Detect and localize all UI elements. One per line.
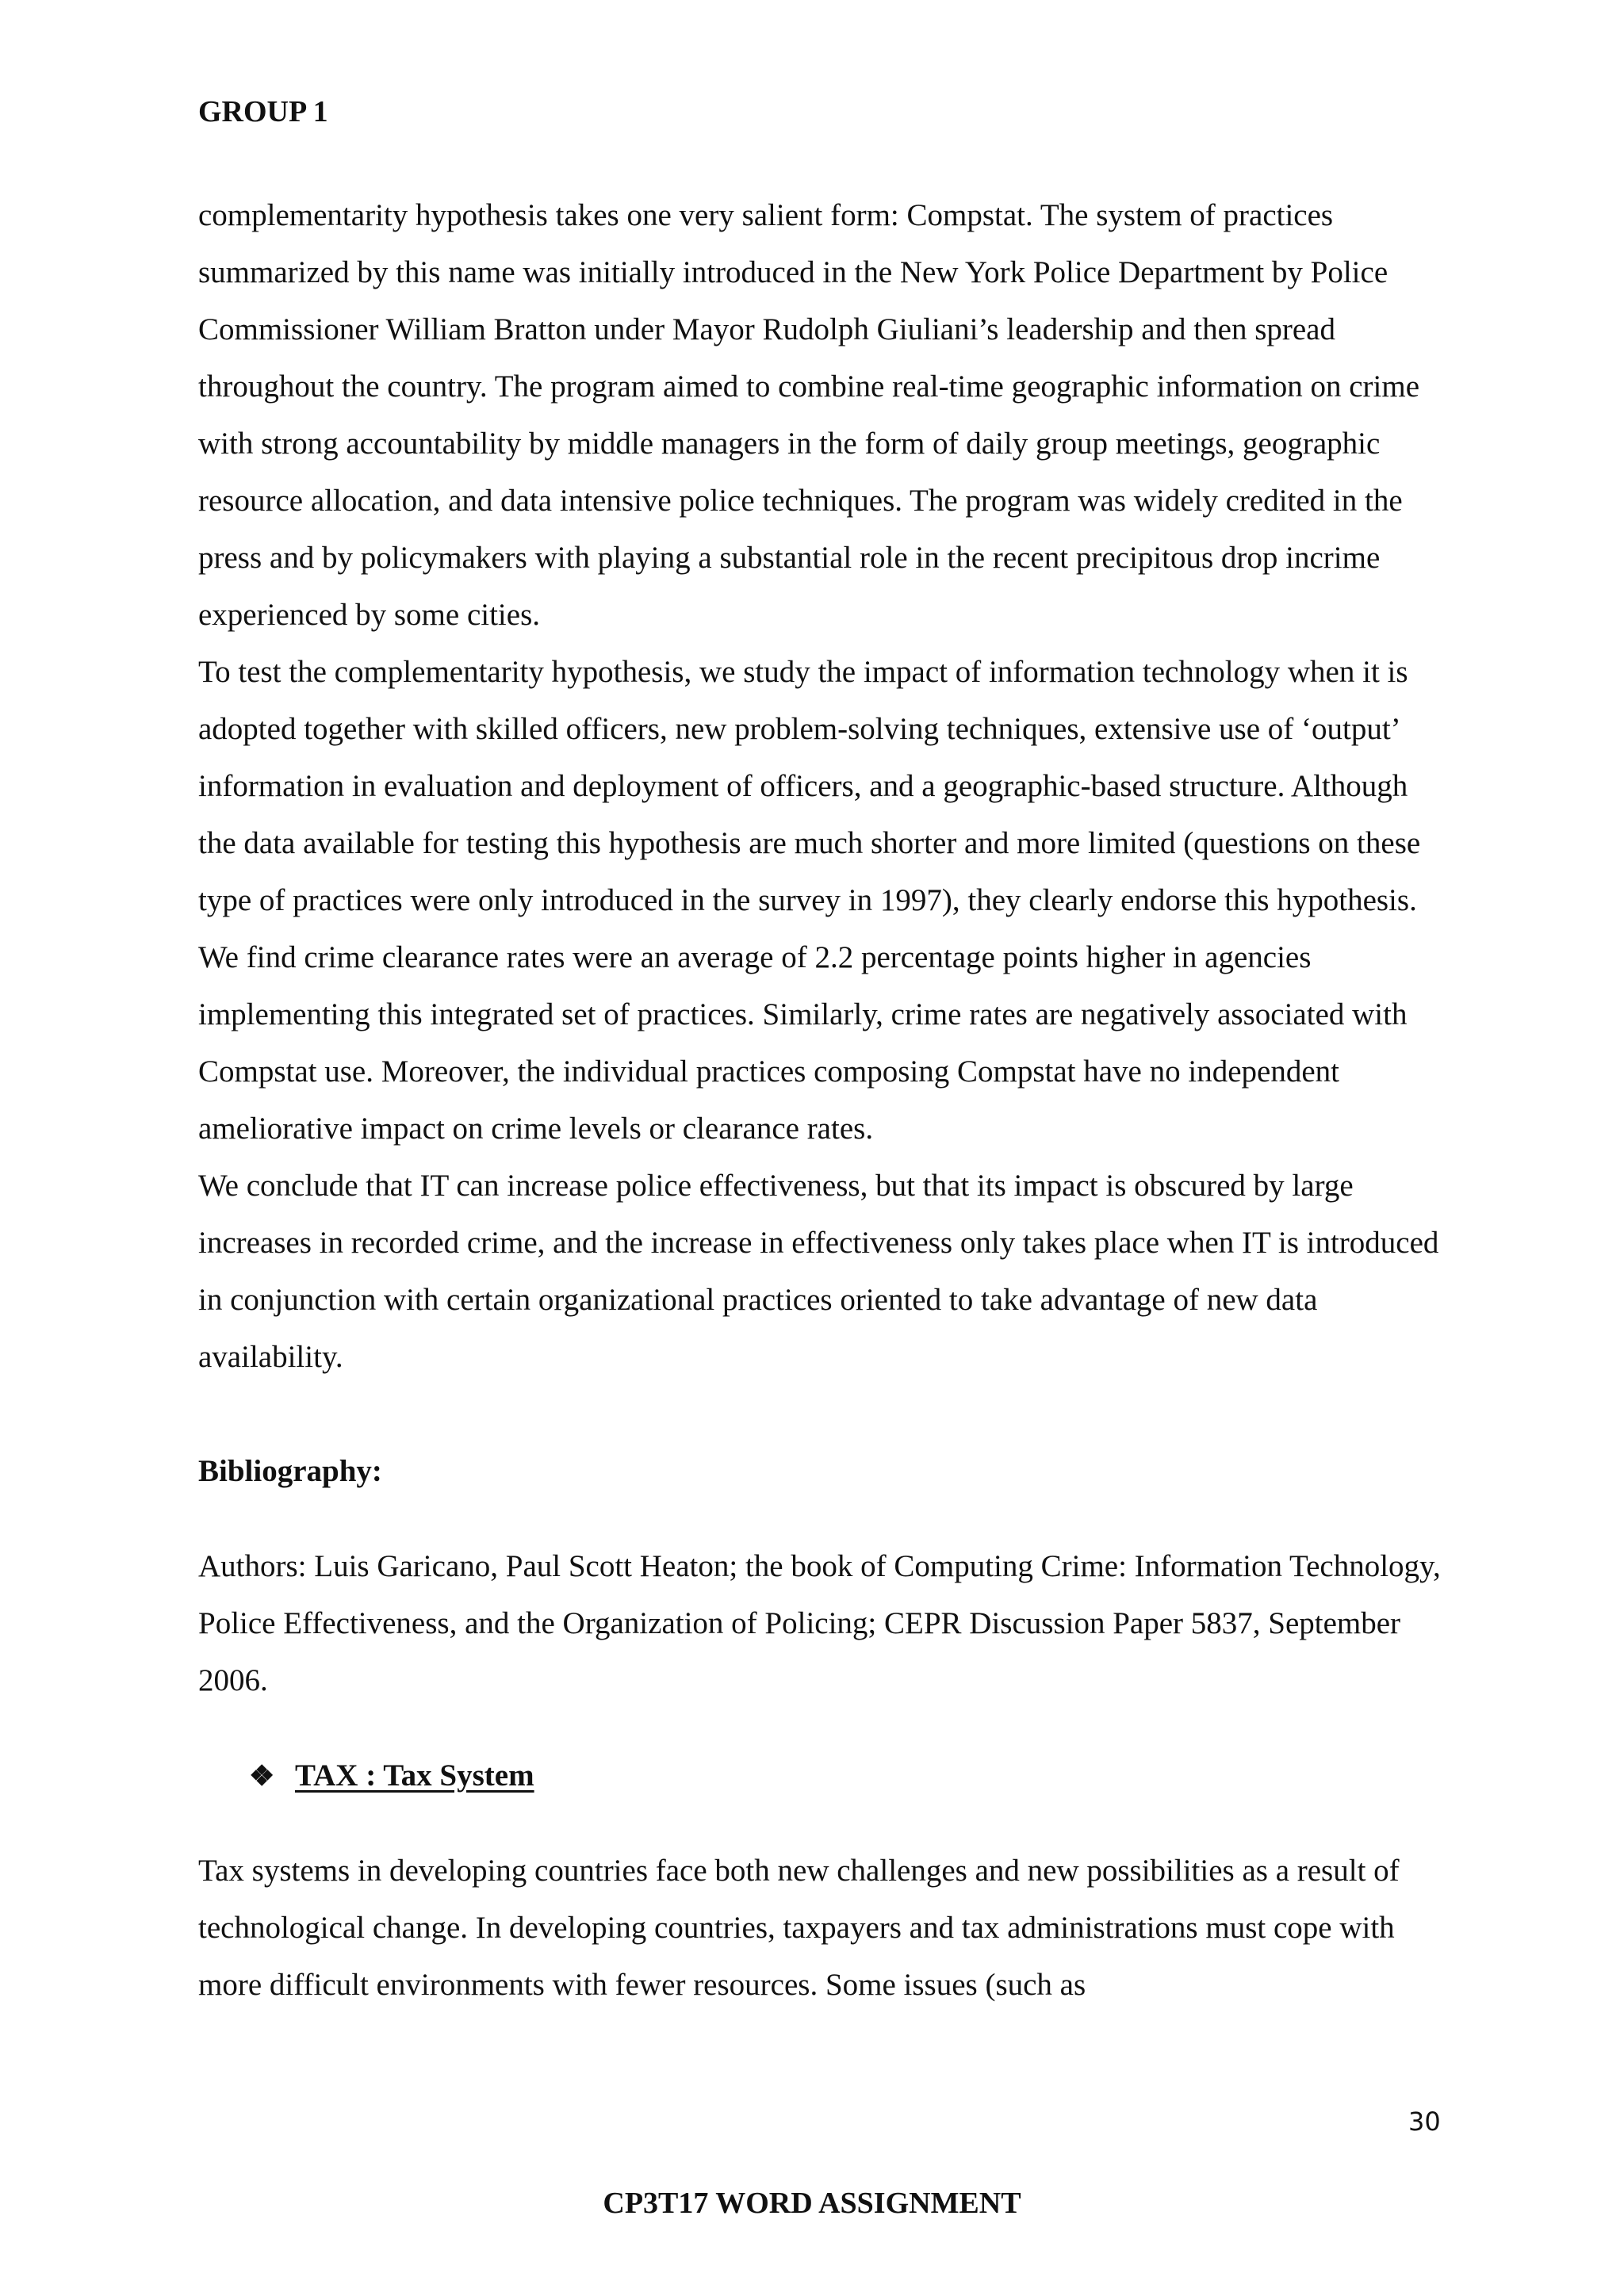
body-paragraph-2: To test the complementarity hypothesis, we study the impact of information technology when it is adopted together with skilled officers, new problem-solving techniques, extensive use of ‘output’ information in evaluation and deployment of officers, and a geographic-based structure. Although the data available for testing this hypothesis are much shorter and more limited (questions on these type of practices were only introduced in the survey in 1997), they clearly endorse this hypothesis. We find crime clearance rates were an average of 2.2 percentage points higher in agencies implementing this integrated set of practices. Similarly, crime rates are negatively associated with Compstat use. Moreover, the individual practices composing Compstat have no independent ameliorative impact on crime levels or clearance rates. [198,655,1421,1146]
body-paragraph-1: complementarity hypothesis takes one very salient form: Compstat. The system of practices summarized by this name was initially introduced in the New York Police Department by Police Commissioner William Bratton under Mayor Rudolph Giuliani’s leadership and then spread throughout the country. The program aimed to combine real-time geographic information on crime with strong accountability by middle managers in the form of daily group meetings, geographic resource allocation, and data intensive police techniques. The program was widely credited in the press and by policymakers with playing a substantial role in the recent precipitous drop incrime experienced by some cities. [198,198,1420,632]
tax-section-title: TAX : Tax System [295,1758,534,1793]
body-paragraph-3: We conclude that IT can increase police effectiveness, but that its impact is obscured by large increases in recorded crime, and the increase in effectiveness only takes place when IT is introduced in conjunction with certain organizational practices oriented to take advantage of new data availability. [198,1169,1439,1374]
tax-section-paragraph: Tax systems in developing countries face both new challenges and new possibilities as a result of technological change. In developing countries, taxpayers and tax administrations must cope with more difficult environments with fewer resources. Some issues (such as [198,1854,1400,2002]
bibliography-heading: Bibliography: [198,1454,382,1488]
header-group-label: GROUP 1 [198,95,328,128]
diamond-bullet-icon: ❖ [249,1760,275,1792]
footer-label: CP3T17 WORD ASSIGNMENT [603,2187,1021,2220]
page-number: 30 [1408,2107,1441,2137]
bibliography-entry: Authors: Luis Garicano, Paul Scott Heaton; the book of Computing Crime: Information Technology, Police Effectiveness, and the Organization of Policing; CEPR Discussion Paper 5837, September 2006. [198,1549,1441,1697]
document-body [198,187,1451,2014]
tax-section-heading [198,1747,1451,1804]
